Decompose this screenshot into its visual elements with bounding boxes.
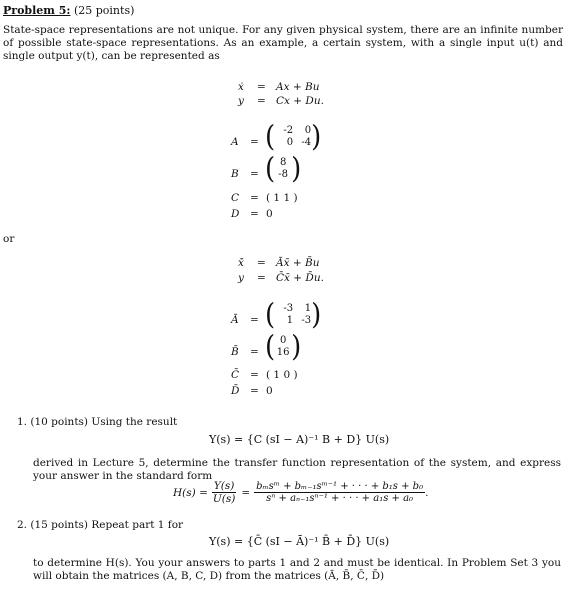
sys1-C-equals: = — [250, 192, 259, 204]
or-text: or — [3, 233, 15, 245]
sys2-A-cells — [275, 303, 311, 327]
sys2-C-equals: = — [250, 369, 259, 381]
H-den1: U(s) — [212, 493, 236, 505]
matrix-cell: -8 — [278, 169, 289, 180]
sys1-C-label: C — [231, 192, 240, 204]
H-den2: sⁿ + aₙ₋₁sⁿ⁻¹ + · · · + a₁s + a₀ — [266, 493, 414, 504]
sys2-eq1-rhs: Āx̄ + B̄u — [276, 257, 320, 269]
sys1-C-matrix: ( 1 1 ) — [266, 192, 298, 204]
problem-title — [3, 4, 134, 17]
sys1-D-equals: = — [250, 208, 259, 220]
H-equals: = — [241, 486, 251, 499]
H-num2: bₘsᵐ + bₘ₋₁sᵐ⁻¹ + · · · + b₁s + b₀ — [256, 481, 424, 492]
sys1-A-equals: = — [250, 136, 259, 148]
part2-label: 2. (15 points) Repeat part 1 for — [17, 519, 184, 531]
sys1-D-value: 0 — [266, 208, 273, 220]
matrix-cell: 16 — [276, 347, 290, 358]
problem-intro: State-space representations are not unique. For any given physical system, there are an infinite number of possible state-space representations. As an example, a certain system, with a single input u(t) and single output y(t), can be represented as — [3, 24, 563, 62]
H-num1: Y(s) — [213, 480, 235, 492]
matrix-cell: -3 — [301, 315, 312, 326]
paren-left: ( — [265, 330, 276, 364]
sys2-D-equals: = — [250, 385, 259, 397]
paren-right: ) — [311, 120, 322, 154]
paren-left: ( — [265, 120, 276, 154]
sys2-A-matrix — [265, 298, 322, 332]
H-period: . — [425, 486, 429, 499]
H-frac1 — [211, 480, 237, 505]
sys2-B-matrix — [265, 330, 302, 364]
sys2-eq2-rhs: C̄x̄ + D̄u. — [276, 272, 324, 284]
part1-text: derived in Lecture 5, determine the transfer function representation of the system, and express your answer in the standard form — [33, 457, 561, 482]
sys2-eq2-lhs: y — [238, 272, 244, 284]
sys1-eq1-rhs: Ax + Bu — [276, 81, 320, 93]
sys1-eq2-lhs: y — [238, 95, 244, 107]
sys1-A-matrix — [265, 120, 322, 154]
sys2-A-label: Ā — [231, 314, 239, 326]
sys2-C-label: C̄ — [231, 369, 240, 381]
matrix-cell: 1 — [286, 315, 294, 326]
paren-right: ) — [291, 330, 302, 364]
sys1-B-equals: = — [250, 168, 259, 180]
sys1-eq2-equals: = — [257, 95, 266, 107]
sys2-B-cells — [275, 335, 291, 359]
matrix-cell: 1 — [304, 303, 312, 314]
sys1-B-cells — [275, 157, 291, 181]
H-lhs: H(s) = — [173, 486, 208, 499]
sys2-A-equals: = — [250, 314, 259, 326]
paren-left: ( — [265, 298, 276, 332]
matrix-cell: -3 — [283, 303, 294, 314]
part1-label: 1. (10 points) Using the result — [17, 416, 178, 428]
sys2-eq1-equals: = — [257, 257, 266, 269]
sys1-D-label: D — [231, 208, 240, 220]
matrix-cell: 8 — [279, 157, 287, 168]
matrix-cell: 0 — [304, 125, 312, 136]
sys2-C-matrix: ( 1 0 ) — [266, 369, 298, 381]
problem-number: Problem 5: — [3, 4, 71, 17]
matrix-cell: 0 — [279, 335, 287, 346]
matrix-cell: 0 — [286, 137, 294, 148]
paren-right: ) — [291, 152, 302, 186]
transfer-function — [173, 480, 428, 505]
part2-text: to determine H(s). You your answers to parts 1 and 2 and must be identical. In Problem Set 3 you will obtain the matrices (A, B, C, D) from the matrices (Ā, B̄, C̄, D̄) — [33, 557, 561, 582]
sys1-eq1-equals: = — [257, 81, 266, 93]
sys2-D-label: D̄ — [231, 385, 240, 397]
sys2-B-label: B̄ — [231, 346, 239, 358]
sys1-B-matrix — [265, 152, 302, 186]
sys1-A-cells — [275, 125, 311, 149]
sys2-B-equals: = — [250, 346, 259, 358]
problem-points: (25 points) — [73, 4, 135, 17]
paren-left: ( — [265, 152, 276, 186]
sys2-D-value: 0 — [266, 385, 273, 397]
matrix-cell: -2 — [283, 125, 294, 136]
sys1-eq2-rhs: Cx + Du. — [276, 95, 324, 107]
sys2-eq2-equals: = — [257, 272, 266, 284]
part2-formula: Y(s) = {C̄ (sI − Ā)⁻¹ B̄ + D̄} U(s) — [209, 535, 390, 548]
sys1-A-label: A — [231, 136, 239, 148]
H-frac2 — [254, 481, 425, 504]
paren-right: ) — [311, 298, 322, 332]
matrix-cell: -4 — [301, 137, 312, 148]
sys1-eq1-lhs: ẋ — [238, 81, 244, 93]
sys1-B-label: B — [231, 168, 239, 180]
sys2-eq1-lhs: x̄̇ — [238, 257, 244, 269]
part1-formula: Y(s) = {C (sI − A)⁻¹ B + D} U(s) — [209, 433, 390, 446]
